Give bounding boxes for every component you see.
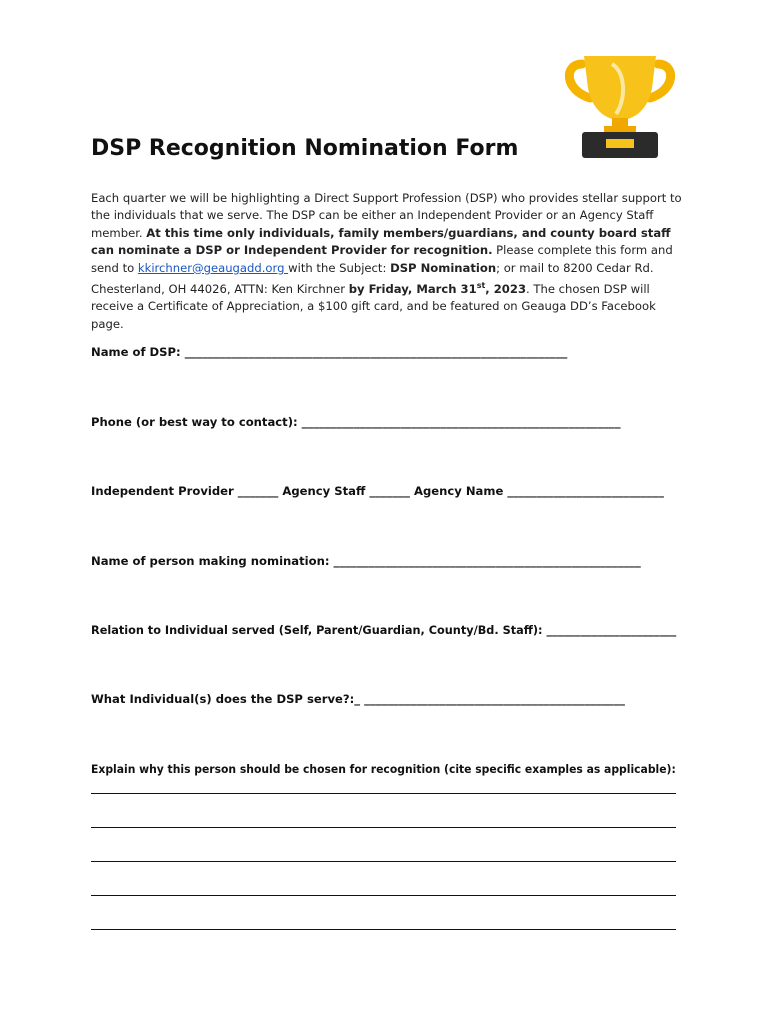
explanation-line[interactable] — [91, 861, 676, 862]
intro-text: with the Subject: — [288, 260, 391, 275]
individuals-served-field[interactable]: What Individual(s) does the DSP serve?:_ _____________________________________________ — [91, 692, 625, 706]
intro-text: Each quarter we will be highlighting a Direct Support Profession (DSP) who provides stellar support to the individuals that we serve. The DSP can be either an Independent Provider or an Agency Staff member. — [91, 191, 682, 240]
intro-paragraph — [91, 190, 691, 333]
relation-field[interactable]: Relation to Individual served (Self, Parent/Guardian, County/Bd. Staff): _______________________ — [91, 623, 677, 637]
phone-field[interactable]: Phone (or best way to contact): _______________________________________________________ — [91, 415, 621, 429]
intro-text: Please complete this form and send to — [91, 243, 673, 275]
deadline-suffix: st — [476, 281, 486, 291]
provider-type-field[interactable]: Independent Provider _______ Agency Staff _______ Agency Name ___________________________ — [91, 484, 664, 498]
subject-line: DSP Nomination — [390, 260, 497, 275]
name-of-dsp-field[interactable]: Name of DSP: __________________________________________________________________ — [91, 345, 568, 359]
deadline-year: , 2023 — [485, 281, 527, 296]
explanation-line[interactable] — [91, 793, 676, 794]
intro-text: ; or mail to 8200 Cedar Rd. Chesterland, OH 44026, ATTN: Ken Kirchner — [91, 260, 654, 296]
explanation-line[interactable] — [91, 895, 676, 896]
explanation-line[interactable] — [91, 827, 676, 828]
nominator-name-field[interactable]: Name of person making nomination: _____________________________________________________ — [91, 554, 641, 568]
form-title: DSP Recognition Nomination Form — [91, 136, 519, 161]
deadline: by Friday, March 31 — [348, 281, 477, 296]
intro-eligibility: At this time only individuals, family members/guardians, and county board staff can nominate a DSP or Independent Provider for recognition. — [91, 225, 671, 258]
email-link[interactable]: kkirchner@geaugadd.org — [137, 260, 289, 275]
trophy-icon — [560, 48, 680, 160]
explanation-line[interactable] — [91, 929, 676, 930]
explanation-prompt: Explain why this person should be chosen for recognition (cite specific examples as applicable): — [91, 762, 676, 776]
intro-text: . The chosen DSP will receive a Certificate of Appreciation, a $100 gift card, and be featured on Geauga DD’s Facebook page. — [91, 281, 656, 331]
